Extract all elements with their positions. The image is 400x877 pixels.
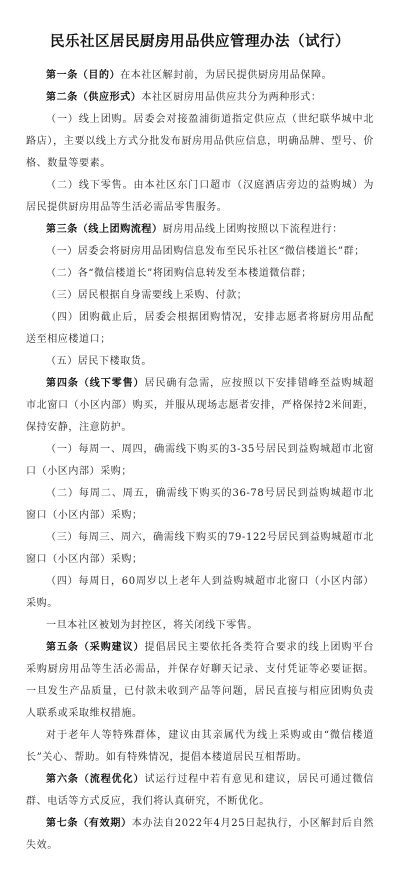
article-4-item-1 (26, 439, 374, 483)
article-5-note (26, 725, 374, 769)
article-text: （二）每周二、周五，确需线下购买的36-78号居民到益购城超市北窗口（小区内部）采购； (26, 488, 374, 521)
article-3 (26, 219, 374, 241)
article-text: 试运行过程中若有意见和建议，居民可通过微信群、电话等方式反应，我们将认真研究，不断优化。 (26, 774, 374, 807)
article-text: （一）每周一、周四，确需线下购买的3-35号居民到益购城超市北窗口（小区内部）采购； (26, 444, 374, 477)
article-text: （一）居委会将厨房用品团购信息发布至民乐社区“微信楼道长”群； (46, 246, 365, 257)
article-label: 第三条（线上团购流程） (46, 224, 163, 235)
article-label: 第一条（目的） (46, 70, 121, 81)
article-label: 第五条（采购建议） (46, 642, 145, 653)
article-4-note (26, 615, 374, 637)
article-2 (26, 87, 374, 109)
article-text: （二）线下零售。由本社区东门口超市（汉庭酒店旁边的益购城）为居民提供厨房用品等生活必需品零售服务。 (26, 180, 374, 213)
article-4 (26, 373, 374, 439)
article-text: 本办法自2022年4月25日起执行，小区解封后自然失效。 (26, 818, 374, 851)
article-text: （四）每周日，60周岁以上老年人到益购城超市北窗口（小区内部）采购。 (26, 576, 374, 609)
article-2-item-1 (26, 109, 374, 175)
article-2-item-2 (26, 175, 374, 219)
article-label: 第二条（供应形式） (46, 92, 142, 103)
article-text: 厨房用品线上团购按照以下流程进行： (162, 224, 343, 235)
article-text: 提倡居民主要依托各类符合要求的线上团购平台采购厨房用品等生活必需品，并保存好聊天记录、支付凭证等必要证据。一旦发生产品质量，已付款未收到产品等问题，居民直接与相应团购负责人联系或采取维权措施。 (26, 642, 374, 719)
article-text: （三）居民根据自身需要线上采购、付款； (46, 290, 248, 301)
article-label: 第七条（有效期） (46, 818, 132, 829)
article-text: （一）线上团购。居委会对接盈浦街道指定供应点（世纪联华城中北路店），主要以线上方式分批发布厨房用品供应信息，明确品牌、型号、价格、数量等要素。 (26, 114, 374, 169)
article-text: 本社区厨房用品供应共分为两种形式： (141, 92, 322, 103)
article-text: 在本社区解封前，为居民提供厨房用品保障。 (120, 70, 333, 81)
article-text: 居民确有急需，应按照以下安排错峰至益购城超市北窗口（小区内部）购买，并服从现场志愿者安排，严格保持2米间距，保持安静，注意防护。 (26, 378, 374, 433)
article-5 (26, 637, 374, 725)
article-3-item-3 (26, 285, 374, 307)
article-label: 第四条（线下零售） (46, 378, 145, 389)
article-6 (26, 769, 374, 813)
article-text: （五）居民下楼取货。 (46, 356, 152, 367)
article-text: 一旦本社区被划为封控区，将关闭线下零售。 (46, 620, 258, 631)
article-text: （四）团购截止后，居委会根据团购情况，安排志愿者将厨房用品配送至相应楼道口； (26, 312, 374, 345)
article-text: 对于老年人等特殊群体，建议由其亲属代为线上采购或由“微信楼道长”关心、帮助。如有特殊情况，提倡本楼道居民互相帮助。 (26, 730, 374, 763)
article-3-item-2 (26, 263, 374, 285)
article-label: 第六条（流程优化） (46, 774, 145, 785)
article-4-item-2 (26, 483, 374, 527)
article-1 (26, 65, 374, 87)
article-3-item-1 (26, 241, 374, 263)
article-3-item-4 (26, 307, 374, 351)
article-7 (26, 813, 374, 857)
article-text: （二）各“微信楼道长”将团购信息转发至本楼道微信群； (46, 268, 312, 279)
article-4-item-3 (26, 527, 374, 571)
article-4-item-4 (26, 571, 374, 615)
article-3-item-5 (26, 351, 374, 373)
article-text: （三）每周三、周六，确需线下购买的79-122号居民到益购城超市北窗口（小区内部）采购； (26, 532, 374, 565)
document-title: 民乐社区居民厨房用品供应管理办法（试行） (50, 33, 350, 50)
